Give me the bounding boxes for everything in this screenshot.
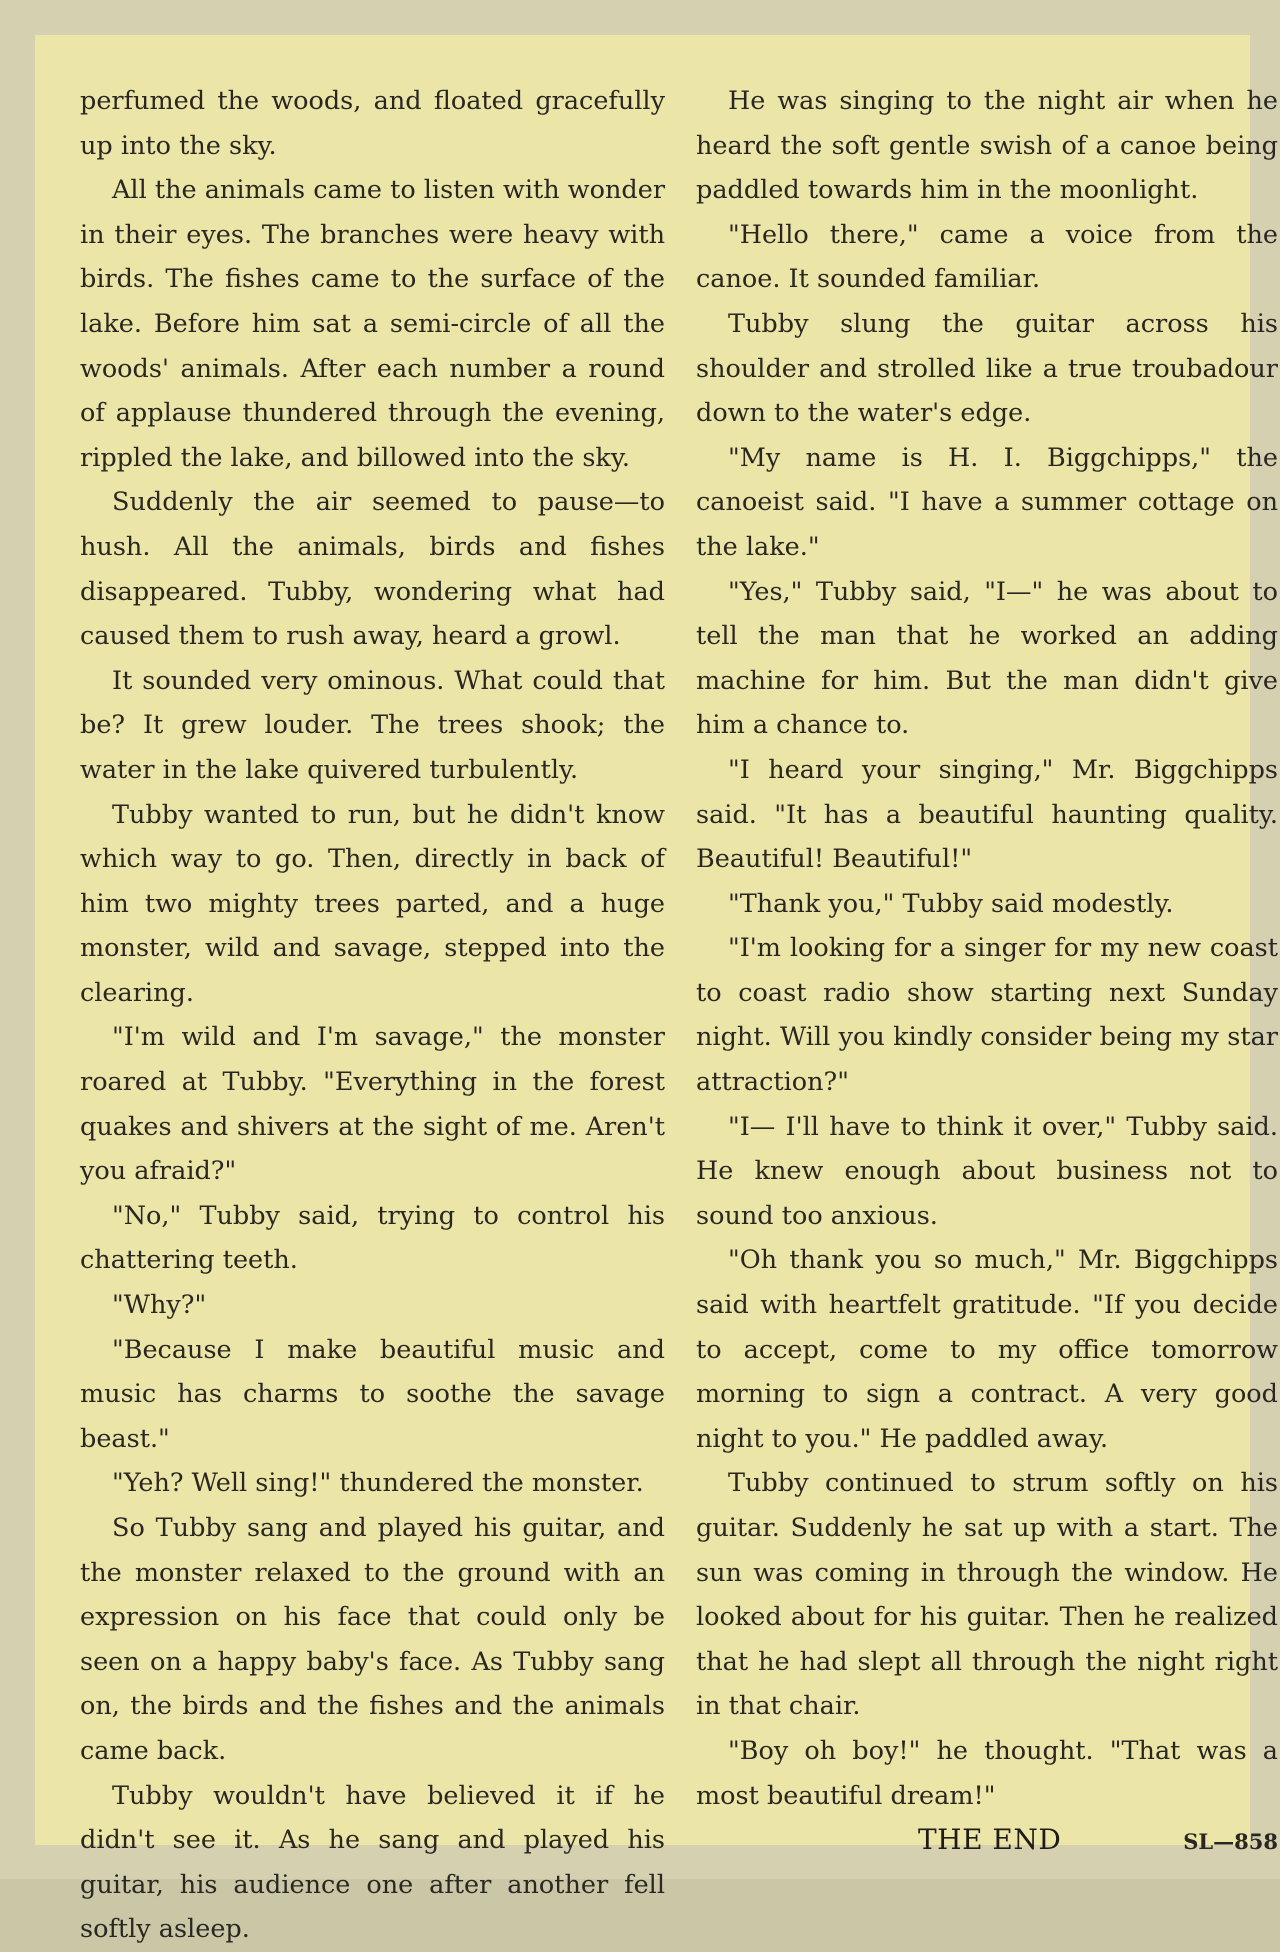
paragraph: Tubby continued to strum softly on his guitar. Suddenly he sat up with a start. The sun was coming in through the window. He looked about for his guitar. Then he realized that he had slept all through the night right in that chair.: [696, 1468, 1278, 1722]
paragraph: perfumed the woods, and floated gracefully up into the sky.: [80, 86, 665, 161]
paragraph: "I heard your singing," Mr. Biggchipps said. "It has a beautiful haunting quality. Beautiful! Beautiful!": [696, 754, 1278, 875]
paragraph: "Because I make beautiful music and music has charms to soothe the savage beast.": [80, 1334, 665, 1454]
paragraph: It sounded very ominous. What could that be? It grew louder. The trees shook; the water in the lake quivered turbulently.: [80, 665, 665, 785]
paragraph: Tubby slung the guitar across his shoulder and strolled like a true troubadour down to the water's edge.: [696, 308, 1278, 429]
paragraph: "Hello there," came a voice from the canoe. It sounded familiar.: [696, 219, 1278, 295]
paragraph: "I'm looking for a singer for my new coast to coast radio show starting next Sunday night. Will you kindly consider being my star attraction?": [696, 933, 1278, 1098]
text-panel: [35, 35, 1278, 1945]
paragraph: Tubby wanted to run, but he didn't know which way to go. Then, directly in back of him two mighty trees parted, and a huge monster, wild and savage, stepped into the clearing.: [80, 799, 665, 1008]
paragraph: All the animals came to listen with wonder in their eyes. The branches were heavy with birds. The fishes came to the surface of the lake. Before him sat a semi-circle of all the woods' animals. After each number a round of applause thundered through the evening, rippled the lake, and billowed into the sky.: [80, 175, 666, 473]
paragraph: "Why?": [112, 1290, 207, 1321]
paragraph: "No," Tubby said, trying to control his chattering teeth.: [80, 1200, 665, 1276]
right-column: [696, 79, 1278, 1864]
paragraph: So Tubby sang and played his guitar, and the monster relaxed to the ground with an expression on his face that could only be seen on a happy baby's face. As Tubby sang on, the birds and the fishes and the animals came back.: [80, 1513, 665, 1766]
paragraph: "Boy oh boy!" he thought. "That was a most beautiful dream!": [696, 1735, 1278, 1811]
paragraph: Suddenly the air seemed to pause—to hush. All the animals, birds and fishes disappeared. Tubby, wondering what had caused them to rush away, heard a growl.: [80, 487, 665, 652]
paragraph: He was singing to the night air when he heard the soft gentle swish of a canoe being paddled towards him in the moonlight.: [696, 86, 1278, 206]
paragraph: "Yes," Tubby said, "I—" he was about to tell the man that he worked an adding machine for him. But the man didn't give him a chance to.: [696, 576, 1278, 741]
paragraph: "I— I'll have to think it over," Tubby said. He knew enough about business not to sound too anxious.: [696, 1111, 1278, 1231]
left-column: [80, 79, 665, 1952]
the-end-label: THE END: [918, 1823, 1062, 1857]
paragraph: "Thank you," Tubby said modestly.: [728, 888, 1174, 919]
paragraph: "My name is H. I. Biggchipps," the canoeist said. "I have a summer cottage on the lake.": [696, 442, 1278, 562]
paragraph: Tubby wouldn't have believed it if he didn't see it. As he sang and played his guitar, his audience one after another fell softly asleep.: [80, 1780, 665, 1945]
paragraph: "Yeh? Well sing!" thundered the monster.: [112, 1468, 644, 1499]
paragraph: "I'm wild and I'm savage," the monster roared at Tubby. "Everything in the forest quakes and shivers at the sight of me. Aren't you afraid?": [80, 1022, 665, 1187]
paragraph: "Oh thank you so much," Mr. Biggchipps said with heartfelt gratitude. "If you decide to accept, come to my office tomorrow morning to sign a contract. A very good night to you." He paddled away.: [696, 1245, 1278, 1454]
page-code: SL—858: [1183, 1829, 1278, 1855]
story-footer: [696, 1818, 1278, 1864]
